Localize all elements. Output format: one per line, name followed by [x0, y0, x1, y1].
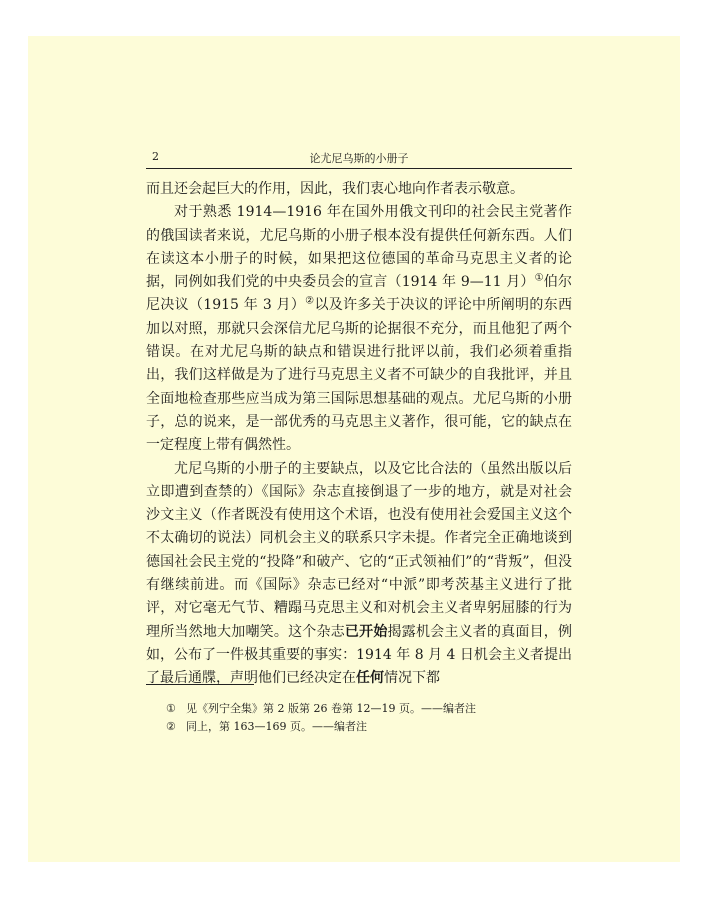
- text-run: 而且还会起巨大的作用，因此，我们衷心地向作者表示敬意。: [146, 181, 524, 197]
- footnote-text: 同上，第 163—169 页。——编者注: [186, 720, 367, 733]
- footnote-marker: ②: [305, 295, 315, 307]
- emphasis-text: 任何: [356, 670, 384, 687]
- footnote-number: ①: [166, 702, 176, 715]
- running-title: 论尤尼乌斯的小册子: [309, 152, 409, 165]
- text-run: 情况下都: [384, 670, 440, 687]
- footnote-text: 见《列宁全集》第 2 版第 26 卷第 12—19 页。——编者注: [186, 702, 476, 715]
- running-header: [146, 150, 572, 169]
- paragraph: [146, 201, 572, 457]
- footnote: [166, 718, 566, 736]
- text-run: 伯尔尼决议（1915 年 3 月）: [146, 274, 573, 314]
- text-run: 揭露机会主义者的真面目，例如，公布了一件极其重要的事实：1914 年 8 月 4 日机会主义者提出了最后通牒，声明他们已经决定在: [146, 623, 573, 687]
- body-text: [146, 178, 572, 691]
- emphasis-text: 已开始: [344, 623, 388, 640]
- footnotes: [166, 700, 566, 736]
- text-run: 尤尼乌斯的小册子的主要缺点，以及它比合法的（虽然出版以后立即遭到查禁的）《国际》杂志直接倒退了一步的地方，就是对社会沙文主义（作者既没有使用这个术语，也没有使用社会爱国主义这个不太确切的说法）同机会主义的联系只字未提。作者完全正确地谈到德国社会民主党的“投降”和破产、它的“正式领袖们”的“背叛”，但没有继续前进。而《国际》杂志已经对“中派”即考茨基主义进行了批评，对它毫无气节、糟蹋马克思主义和对机会主义者卑躬屈膝的行为理所当然地大加嘲笑。这个杂志: [146, 460, 572, 640]
- footnote-number: ②: [166, 720, 176, 733]
- paragraph: [146, 458, 572, 691]
- page-number: 2: [152, 150, 159, 163]
- paragraph: [146, 178, 572, 201]
- footnote-marker: ①: [534, 272, 544, 284]
- footnote: [166, 700, 566, 718]
- text-run: 以及许多关于决议的评论中所阐明的东西加以对照，那就只会深信尤尼乌斯的论据很不充分，而且他犯了两个错误。在对尤尼乌斯的缺点和错误进行批评以前，我们必须着重指出，我们这样做是为了进行马克思主义者不可缺少的自我批评，并且全面地检查那些应当成为第三国际思想基础的观点。尤尼乌斯的小册子，总的说来，是一部优秀的马克思主义著作，很可能，它的缺点在一定程度上带有偶然性。: [146, 297, 573, 454]
- text-run: 对于熟悉 1914—1916 年在国外用俄文刊印的社会民主党著作的俄国读者来说，尤尼乌斯的小册子根本没有提供任何新东西。人们在读这本小册子的时候，如果把这位德国的革命马克思主义者的论据，同例如我们党的中央委员会的宣言（1914 年 9—11 月）: [146, 204, 572, 291]
- footnote-separator: [146, 684, 254, 685]
